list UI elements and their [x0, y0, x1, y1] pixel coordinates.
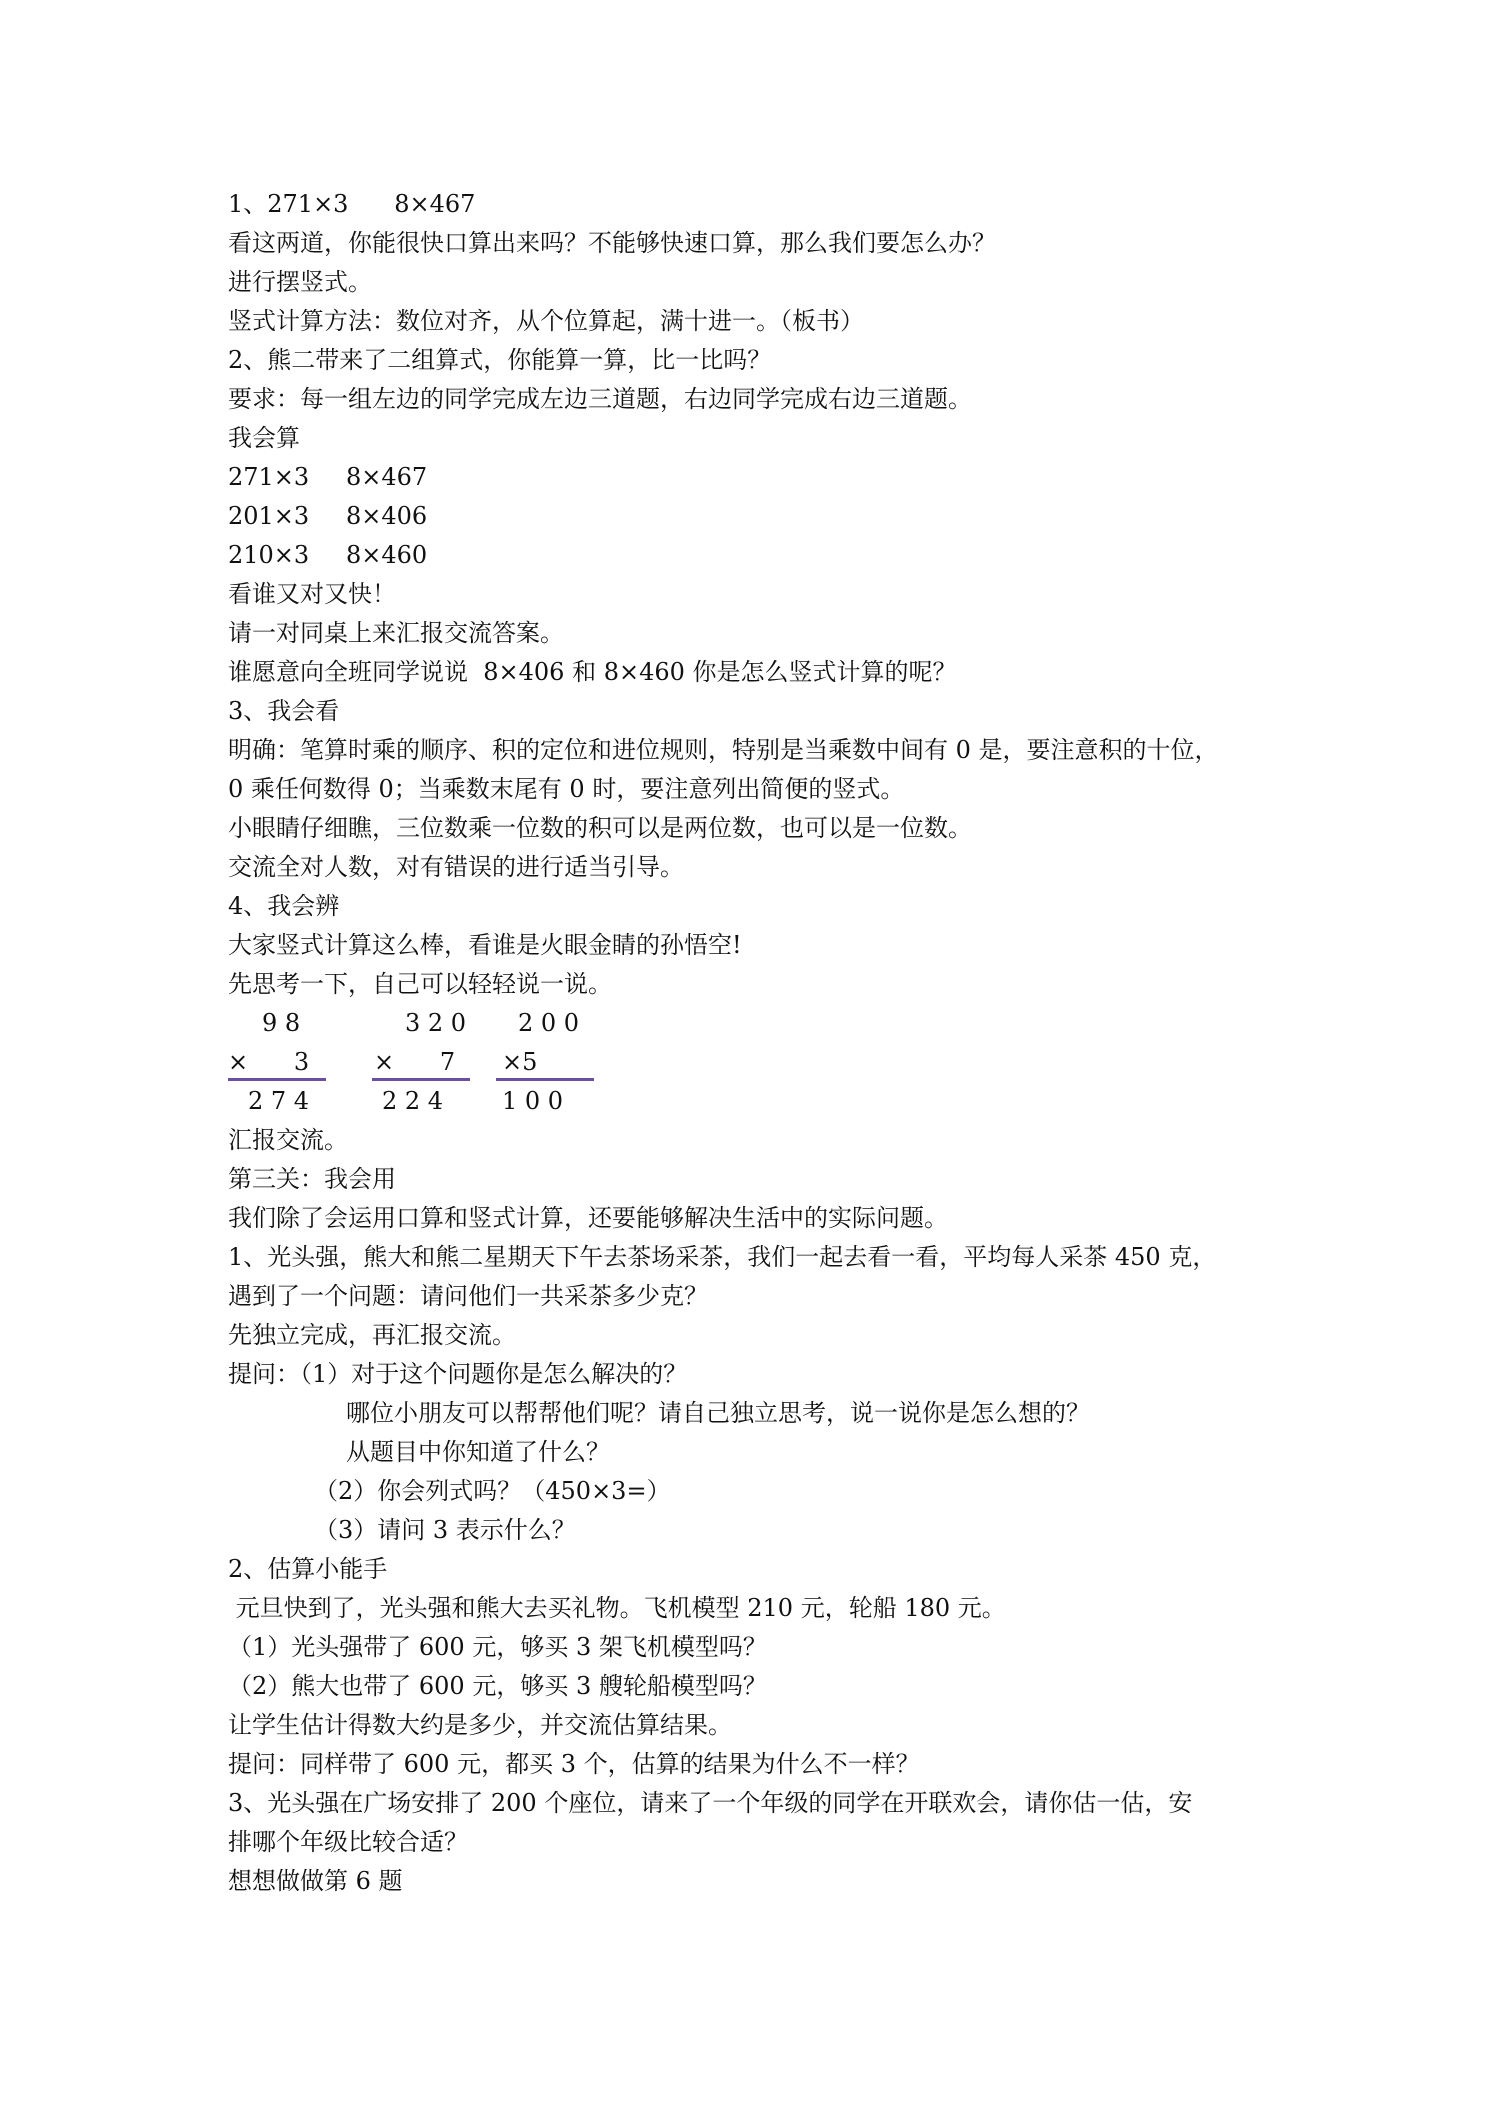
text-line: 看这两道，你能很快口算出来吗？不能够快速口算，那么我们要怎么办？ — [228, 229, 996, 257]
text-line: 要求：每一组左边的同学完成左边三道题，右边同学完成右边三道题。 — [228, 385, 972, 413]
exercise-pair — [228, 458, 1288, 497]
calc-1-result: 2 7 4 — [248, 1087, 310, 1115]
text-line: 2、熊二带来了二组算式，你能算一算，比一比吗？ — [228, 346, 772, 374]
exercise-left: 271×3 — [228, 463, 310, 491]
exercise-right: 8×406 — [346, 502, 428, 530]
exercise-pair — [228, 497, 1288, 536]
question-2: （2）你会列式吗？（450×3=） — [314, 1477, 671, 1505]
question-3: （3）请问 3 表示什么？ — [314, 1516, 576, 1544]
text-line: 遇到了一个问题：请问他们一共采茶多少克？ — [228, 1282, 708, 1310]
text-line: 排哪个年级比较合适？ — [228, 1828, 468, 1856]
vertical-calculations — [228, 1004, 1288, 1121]
text-line: 竖式计算方法：数位对齐，从个位算起，满十进一。（板书） — [228, 307, 864, 335]
text-line: 4、我会辨 — [228, 892, 340, 920]
text-line: 3、我会看 — [228, 697, 340, 725]
text-line: 汇报交流。 — [228, 1126, 348, 1154]
exercise-pair — [228, 536, 1288, 575]
text-line: 提问：同样带了 600 元，都买 3 个，估算的结果为什么不一样？ — [228, 1750, 920, 1778]
calc-2-underline — [372, 1078, 470, 1081]
text-line: 3、光头强在广场安排了 200 个座位，请来了一个年级的同学在开联欢会，请你估一估，安 — [228, 1789, 1193, 1817]
calc-1-top: 9 8 — [262, 1009, 301, 1037]
text-line: 1、271×3 8×467 — [228, 190, 476, 218]
calc-3-underline — [496, 1078, 594, 1081]
text-line: 明确：笔算时乘的顺序、积的定位和进位规则，特别是当乘数中间有 0 是，要注意积的十位， — [228, 736, 1219, 764]
text-line: 0 乘任何数得 0；当乘数末尾有 0 时，要注意列出简便的竖式。 — [228, 775, 905, 803]
text-line: 我们除了会运用口算和竖式计算，还要能够解决生活中的实际问题。 — [228, 1204, 948, 1232]
text-line: 交流全对人数，对有错误的进行适当引导。 — [228, 853, 684, 881]
question-1-sub: 哪位小朋友可以帮帮他们呢？请自己独立思考，说一说你是怎么想的？ — [346, 1399, 1090, 1427]
calc-2-multiplier: × 7 — [374, 1048, 456, 1076]
text-line: 先独立完成，再汇报交流。 — [228, 1321, 516, 1349]
text-line: 想想做做第 6 题 — [228, 1867, 403, 1895]
calc-3-result: 1 0 0 — [502, 1087, 564, 1115]
calc-1-underline — [228, 1078, 326, 1081]
calc-2-top: 3 2 0 — [405, 1009, 467, 1037]
text-line: （2）熊大也带了 600 元，够买 3 艘轮船模型吗？ — [228, 1672, 767, 1700]
exercise-right: 8×467 — [346, 463, 428, 491]
text-line: 元旦快到了，光头强和熊大去买礼物。飞机模型 210 元，轮船 180 元。 — [228, 1594, 1006, 1622]
text-line: 小眼睛仔细瞧，三位数乘一位数的积可以是两位数，也可以是一位数。 — [228, 814, 972, 842]
text-line: （1）光头强带了 600 元，够买 3 架飞机模型吗？ — [228, 1633, 767, 1661]
text-line: 我会算 — [228, 424, 300, 452]
text-line: 先思考一下，自己可以轻轻说一说。 — [228, 970, 612, 998]
text-line: 请一对同桌上来汇报交流答案。 — [228, 619, 564, 647]
calc-3-top: 2 0 0 — [518, 1009, 580, 1037]
text-line: 看谁又对又快！ — [228, 580, 396, 608]
text-line: 谁愿意向全班同学说说 8×406 和 8×460 你是怎么竖式计算的呢？ — [228, 658, 957, 686]
text-line: 让学生估计得数大约是多少，并交流估算结果。 — [228, 1711, 732, 1739]
exercise-left: 210×3 — [228, 541, 310, 569]
text-line: 第三关：我会用 — [228, 1165, 396, 1193]
calc-2-result: 2 2 4 — [382, 1087, 444, 1115]
question-1: 提问：（1）对于这个问题你是怎么解决的？ — [228, 1360, 688, 1388]
text-line: 大家竖式计算这么棒，看谁是火眼金睛的孙悟空! — [228, 931, 742, 959]
text-line: 进行摆竖式。 — [228, 268, 372, 296]
text-line: 1、光头强，熊大和熊二星期天下午去茶场采茶，我们一起去看一看，平均每人采茶 450 克， — [228, 1243, 1217, 1271]
text-line: 2、估算小能手 — [228, 1555, 388, 1583]
document-body — [228, 185, 1288, 1901]
calc-1-multiplier: × 3 — [228, 1048, 310, 1076]
calc-3-multiplier: ×5 — [502, 1048, 538, 1076]
exercise-left: 201×3 — [228, 502, 310, 530]
question-1-sub: 从题目中你知道了什么？ — [346, 1438, 610, 1466]
exercise-right: 8×460 — [346, 541, 428, 569]
